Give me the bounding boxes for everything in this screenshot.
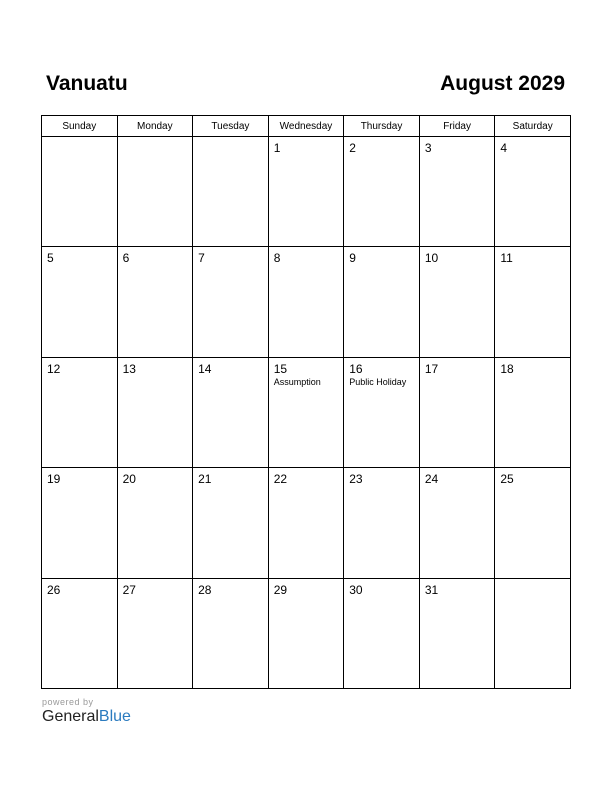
day-cell: [117, 468, 193, 578]
day-cell: [42, 357, 118, 467]
day-cell: [344, 247, 420, 357]
day-cell: [495, 468, 571, 578]
day-number: 27: [122, 582, 136, 597]
footer-branding: [42, 697, 131, 726]
day-number: 19: [47, 472, 61, 487]
week-row: [42, 247, 571, 357]
day-cell: [419, 468, 495, 578]
day-cell: [419, 137, 495, 247]
day-cell: [268, 357, 344, 467]
holiday-label: Public Holiday: [349, 376, 407, 387]
weekday-header-row: [42, 116, 571, 137]
day-cell: [117, 137, 193, 247]
day-number: 20: [122, 472, 136, 487]
day-number: 14: [198, 361, 212, 376]
holiday-label: Assumption: [273, 376, 321, 387]
day-cell: [268, 137, 344, 247]
day-number: 7: [198, 251, 205, 266]
day-number: 1: [273, 141, 281, 155]
day-cell: [344, 468, 420, 578]
day-number: 9: [349, 251, 356, 266]
day-number: 31: [424, 582, 439, 597]
day-number: 25: [500, 472, 514, 487]
day-number: 5: [47, 251, 54, 266]
day-cell: [193, 578, 269, 688]
day-cell: [419, 578, 495, 688]
day-cell: [193, 137, 269, 247]
brand-general: General: [42, 708, 99, 725]
brand-blue: Blue: [98, 708, 131, 725]
day-number: 21: [198, 472, 212, 487]
day-number: 29: [273, 582, 288, 597]
day-cell: [419, 357, 495, 467]
day-number: 2: [349, 141, 356, 155]
day-cell: [495, 247, 571, 357]
week-row: [42, 578, 571, 688]
day-cell: [268, 247, 344, 357]
day-number: 15: [273, 361, 288, 376]
day-number: 10: [424, 251, 439, 266]
weekday-thursday: Thursday: [344, 116, 420, 137]
day-cell: [495, 357, 571, 467]
day-number: 28: [198, 582, 212, 597]
day-number: 6: [122, 251, 130, 266]
day-number: 3: [424, 141, 432, 155]
weekday-sunday: Sunday: [42, 116, 118, 137]
day-number: 4: [500, 141, 508, 155]
day-cell: [268, 468, 344, 578]
day-cell: [193, 247, 269, 357]
powered-by-text: powered by: [42, 697, 94, 707]
day-number: 16: [349, 361, 363, 376]
weekday-wednesday: Wednesday: [268, 116, 344, 137]
day-cell: [495, 137, 571, 247]
day-cell: [193, 357, 269, 467]
day-cell: [117, 578, 193, 688]
day-cell: [344, 137, 420, 247]
day-cell: [268, 578, 344, 688]
day-number: 8: [273, 251, 281, 266]
day-number: 24: [424, 472, 439, 487]
day-number: 13: [122, 361, 136, 376]
day-number: 17: [424, 361, 439, 376]
day-number: 22: [273, 472, 288, 487]
day-cell: [117, 357, 193, 467]
day-number: 12: [47, 361, 61, 376]
week-row: [42, 137, 571, 247]
generalblue-logo[interactable]: [42, 708, 131, 726]
weekday-saturday: Saturday: [495, 116, 571, 137]
week-row: [42, 357, 571, 467]
day-cell: [419, 247, 495, 357]
day-cell: [42, 468, 118, 578]
day-number: 30: [349, 582, 363, 597]
day-cell: [42, 137, 118, 247]
day-cell: [42, 247, 118, 357]
day-cell: [495, 578, 571, 688]
day-cell: [42, 578, 118, 688]
week-row: [42, 468, 571, 578]
month-year-title: August 2029: [440, 72, 565, 95]
weekday-friday: Friday: [419, 116, 495, 137]
day-number: 11: [500, 251, 513, 266]
calendar-grid: [41, 115, 571, 689]
day-cell: [193, 468, 269, 578]
day-cell: [344, 357, 420, 467]
day-cell: [344, 578, 420, 688]
day-number: 18: [500, 361, 514, 376]
weekday-monday: Monday: [117, 116, 193, 137]
day-number: 26: [47, 582, 61, 597]
country-title: Vanuatu: [46, 72, 128, 95]
day-number: 23: [349, 472, 363, 487]
day-cell: [117, 247, 193, 357]
weekday-tuesday: Tuesday: [193, 116, 269, 137]
